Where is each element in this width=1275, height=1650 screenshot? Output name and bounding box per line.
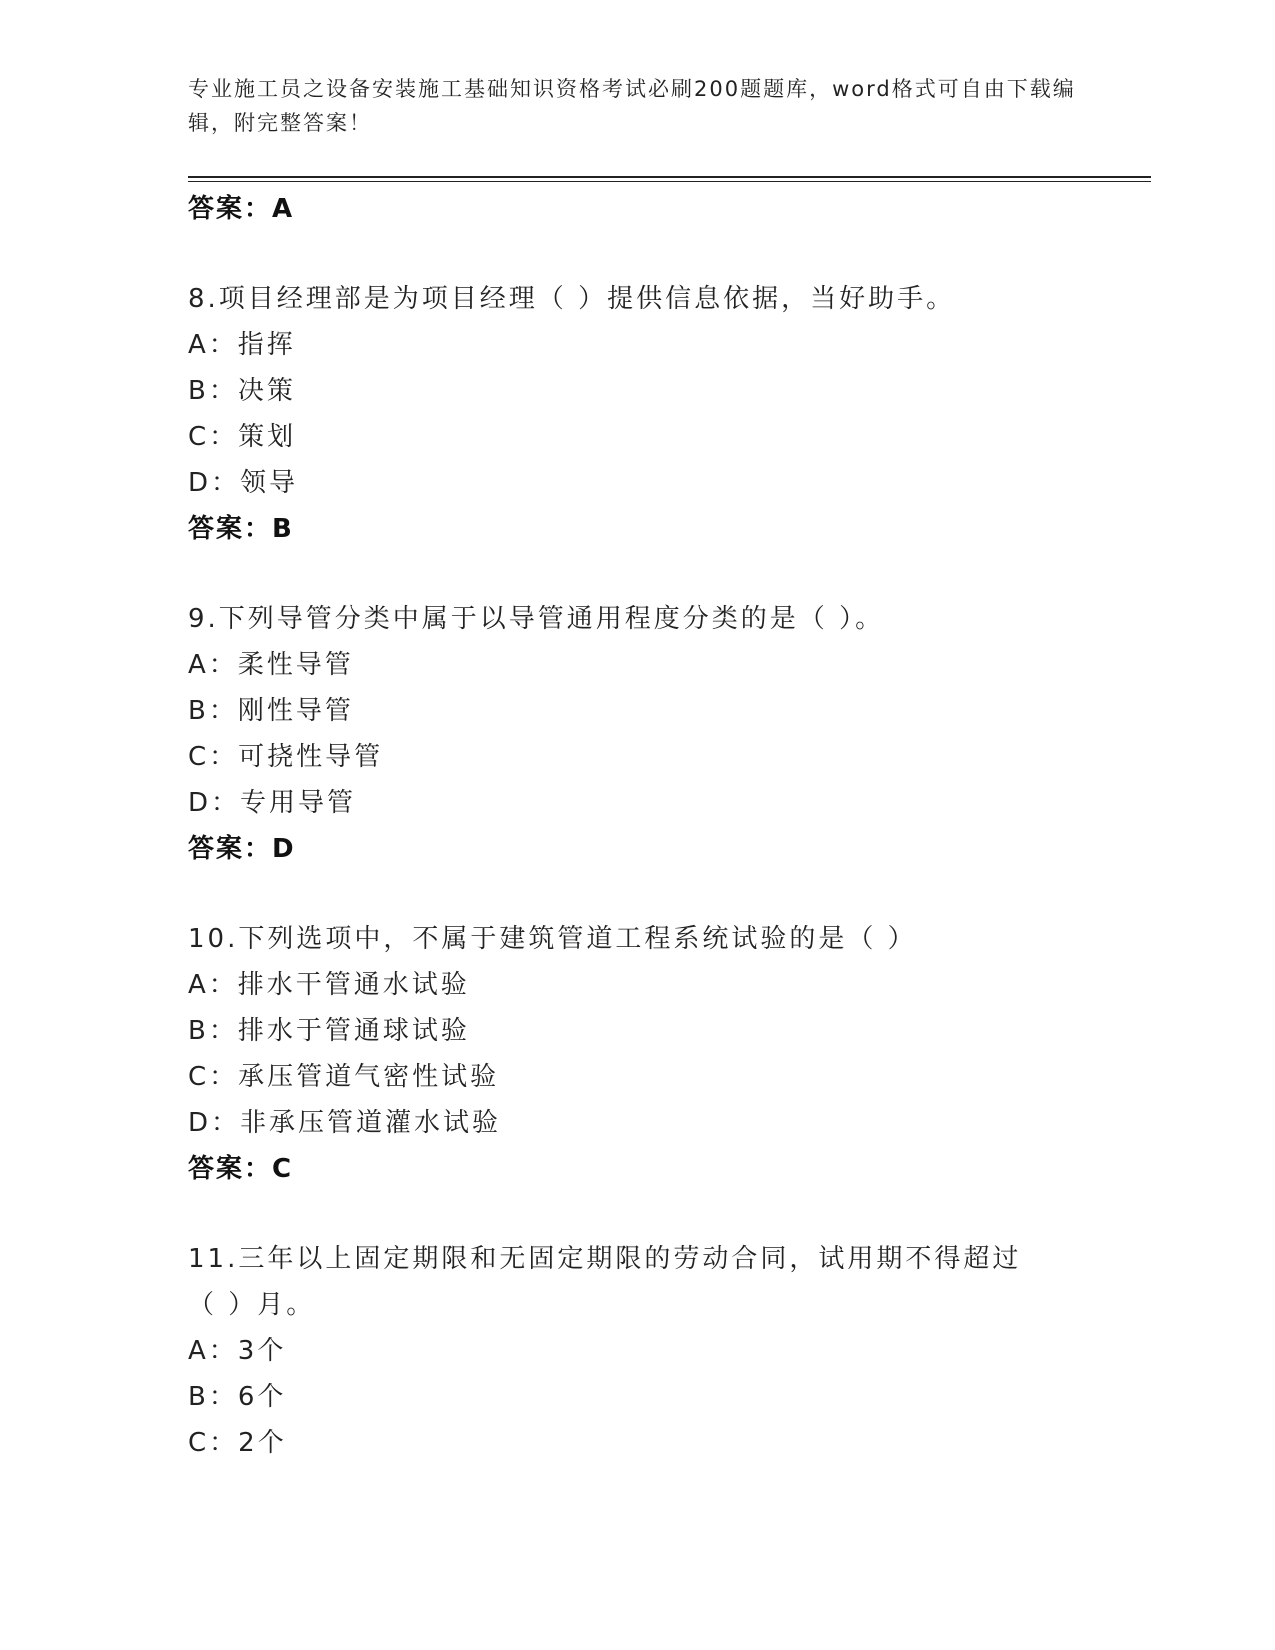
option-d: D：领导 — [188, 468, 299, 498]
option-d: D：专用导管 — [188, 788, 357, 818]
question-stem: 9.下列导管分类中属于以导管通用程度分类的是（ ）。 — [188, 604, 885, 634]
option-a: A：指挥 — [188, 330, 296, 360]
option-a: A：柔性导管 — [188, 650, 354, 680]
header-divider — [188, 176, 1151, 182]
question-10 — [188, 916, 1088, 1192]
option-b: B：排水于管通球试验 — [188, 1016, 470, 1046]
question-9 — [188, 596, 1088, 872]
answer-line: 答案：A — [188, 194, 295, 224]
question-stem: 10.下列选项中，不属于建筑管道工程系统试验的是（ ） — [188, 924, 917, 954]
answer-line: 答案：B — [188, 514, 294, 544]
option-b: B：决策 — [188, 376, 296, 406]
option-c: C：策划 — [188, 422, 297, 452]
question-11 — [188, 1236, 1088, 1466]
option-b: B：6个 — [188, 1382, 287, 1412]
answer-line: 答案：C — [188, 1154, 294, 1184]
option-c: C：2个 — [188, 1428, 287, 1458]
option-d: D：非承压管道灌水试验 — [188, 1108, 502, 1138]
question-stem: 8.项目经理部是为项目经理（ ）提供信息依据，当好助手。 — [188, 284, 956, 314]
option-c: C：承压管道气密性试验 — [188, 1062, 500, 1092]
option-b: B：刚性导管 — [188, 696, 354, 726]
question-list — [188, 186, 1088, 1466]
question-8 — [188, 276, 1088, 552]
document-header: 专业施工员之设备安装施工基础知识资格考试必刷200题题库，word格式可自由下载编辑，附完整答案！ — [188, 77, 1076, 135]
question-stem: 11.三年以上固定期限和无固定期限的劳动合同，试用期不得超过（ ）月。 — [188, 1244, 1022, 1320]
option-a: A：排水干管通水试验 — [188, 970, 470, 1000]
option-a: A：3个 — [188, 1336, 287, 1366]
answer-line: 答案：D — [188, 834, 296, 864]
option-c: C：可挠性导管 — [188, 742, 384, 772]
